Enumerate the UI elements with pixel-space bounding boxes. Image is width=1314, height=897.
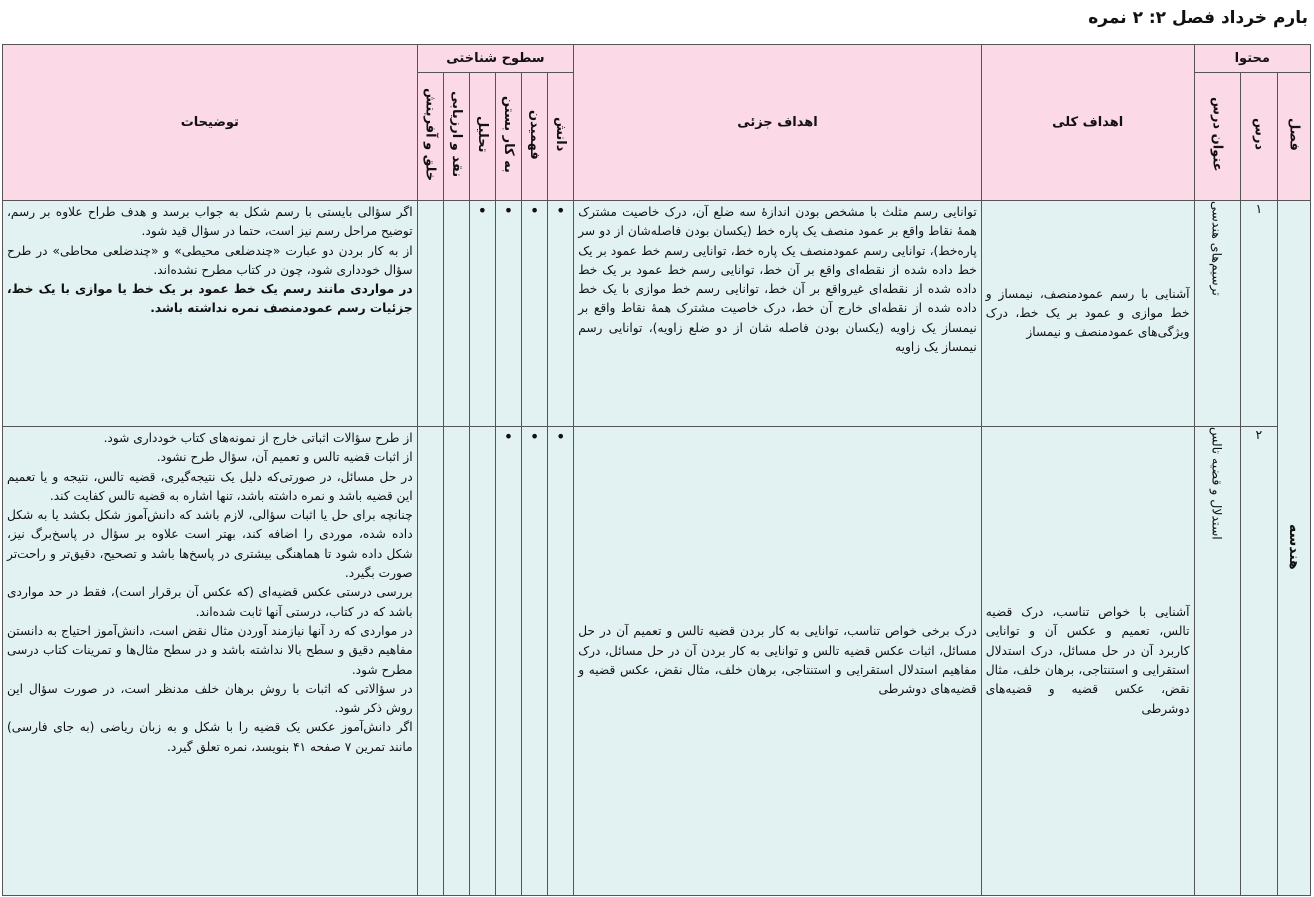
table-row — [3, 201, 1311, 427]
level-mark: • — [469, 201, 495, 427]
header-level-applying: به کار بستن — [500, 96, 516, 173]
note-line: در سؤالاتی که اثبات با روش برهان خلف مدنظر است، در صورت سؤال این روش ذکر شود. — [7, 681, 413, 716]
level-mark — [443, 427, 469, 896]
note-line: از طرح سؤالات اثباتی خارج از نمونه‌های کتاب خودداری شود. — [103, 431, 413, 445]
note-line: بررسی درستی عکس قضیه‌ای (که عکس آن برقرار است)، فقط در حد مواردی باشد که در کتاب، درستی آنها ثابت شده‌اند. — [7, 585, 413, 619]
specific-goals: درک برخی خواص تناسب، توانایی به کار بردن قضیه تالس و تعمیم آن در حل مسائل، اثبات عکس قضیه تالس و توانایی به کار بردن آن در حل مسائل، درک مفاهیم استدلال استقرایی و استنتاجی، برهان خلف، مثال نقض، عکس قضیه و قضیه‌های دوشرطی — [578, 624, 977, 697]
header-level-evaluation: نقد و ارزیابی — [448, 91, 464, 178]
level-mark: • — [548, 427, 574, 896]
note-line: از به کار بردن دو عبارت «چندضلعی محیطی» و «چندضلعی محاطی» در طرح سؤال خودداری شود، چون در کتاب مطرح نشده‌اند. — [7, 243, 413, 277]
level-mark — [443, 201, 469, 427]
note-line-bold: در مواردی مانند رسم یک خط عمود بر یک خط یا موازی با یک خط، جزئیات رسم عمودمنصف نمره نداشته باشد. — [7, 282, 413, 316]
grading-table — [2, 44, 1311, 896]
level-mark: • — [495, 427, 521, 896]
level-mark: • — [522, 427, 548, 896]
header-content: محتوا — [1194, 45, 1310, 73]
general-goals: آشنایی با خواص تناسب، درک قضیه تالس، تعمیم و عکس آن و توانایی کاربرد آن در حل مسائل، درک استدلال استقرایی و استنتاجی، برهان خلف، مثال نقض، عکس قضیه و قضیه‌های دوشرطی — [985, 605, 1190, 716]
chapter-cell — [1277, 201, 1310, 896]
header-level-analysis: تحلیل — [474, 116, 490, 153]
notes-text — [3, 427, 417, 759]
header-general-goals: اهداف کلی — [981, 45, 1194, 201]
header-lesson: درس — [1251, 118, 1267, 151]
level-mark: • — [522, 201, 548, 427]
note-line: اگر سؤالی بایستی با رسم شکل به جواب برسد و هدف طراح علاوه بر رسم، توضیح مراحل رسم نیز است، حتما در سؤال قید شود. — [7, 205, 413, 239]
note-line: در حل مسائل، در صورتی‌که دلیل یک نتیجه‌گیری، قضیه تالس، نتیجه و یا تعمیم این قضیه باشد و نمره داشته باشد، تنها اشاره به قضیه تالس کفایت کند. — [7, 469, 413, 503]
page-title: بارم خرداد فصل ۲: ۲ نمره — [1088, 8, 1308, 28]
level-mark — [417, 427, 443, 896]
specific-goals: توانایی رسم مثلث با مشخص بودن اندازهٔ سه ضلع آن، درک خاصیت مشترک همهٔ نقاط واقع بر عمود منصف یک پاره خط (یکسان بودن فاصله‌شان از دو سر پاره‌خط)، توانایی رسم عمودمنصف یک پاره خط، توانایی رسم خط عمود بر یک خط داده شده از نقطه‌ای واقع بر آن خط، توانایی رسم خط عمود بر یک خط داده شده از نقطه‌ای غیرواقع بر آن خط، توانایی رسم خط موازی با یک خط داده شده از نقطه‌ای خارج آن خط، درک خاصیت مشترک همهٔ نقاط واقع بر نیمساز یک زاویه (یکسان بودن فاصله شان از دو ضلع زاویه)، توانایی رسم نیمساز یک زاویه — [578, 205, 977, 355]
level-mark — [469, 427, 495, 896]
note-line: اگر دانش‌آموز عکس یک قضیه را با شکل و به زبان ریاضی (به جای فارسی) مانند تمرین ۷ صفحه ۴۱ بنویسد، نمره تعلق گیرد. — [7, 720, 413, 754]
note-line: در مواردی که رد آنها نیازمند آوردن مثال نقض است، دانش‌آموز احتیاج به دانستن مفاهیم دقیق و سطح بالا نداشته باشد و در سطح مثال‌ها و تمرینات کتاب درسی مطرح شود. — [7, 623, 413, 677]
note-line: از اثبات قضیه تالس و تعمیم آن، سؤال طرح نشود. — [156, 450, 413, 465]
header-level-understanding: فهمیدن — [527, 109, 543, 160]
header-chapter: فصل — [1286, 118, 1302, 151]
header-notes: توضیحات — [3, 45, 418, 201]
header-lesson-title: عنوان درس — [1209, 97, 1225, 172]
general-goals: آشنایی با رسم عمودمنصف، نیمساز و خط موازی و عمود بر یک خط، درک ویژگی‌های عمودمنصف و نیمساز — [985, 286, 1190, 340]
header-level-creation: خلق و آفرینش — [422, 87, 438, 182]
header-cognitive-levels: سطوح شناختی — [417, 45, 574, 73]
level-mark — [417, 201, 443, 427]
lesson-title: ترسیم‌های هندسی — [1209, 201, 1225, 296]
lesson-title: استدلال و قضیه تالس — [1209, 427, 1225, 540]
lesson-number: ۱ — [1240, 201, 1277, 427]
table-row — [3, 427, 1311, 896]
chapter-name: هندسه — [1285, 523, 1302, 570]
level-mark: • — [548, 201, 574, 427]
header-specific-goals: اهداف جزئی — [574, 45, 982, 201]
notes-text — [3, 201, 417, 321]
header-level-knowledge: دانش — [553, 117, 569, 152]
note-line: چنانچه برای حل یا اثبات سؤالی، لازم باشد که دانش‌آموز شکل بکشد یا به شکل داده شده، موردی را اضافه کند، بهتر است علاوه بر سؤال در پاسخ‌برگ نیز، شکل داده شود تا هماهنگی بیشتری در پاسخ‌ها باشد و تصحیح، دقیق‌تر و راحت‌تر صورت بگیرد. — [7, 508, 413, 581]
level-mark: • — [495, 201, 521, 427]
lesson-number: ۲ — [1240, 427, 1277, 896]
